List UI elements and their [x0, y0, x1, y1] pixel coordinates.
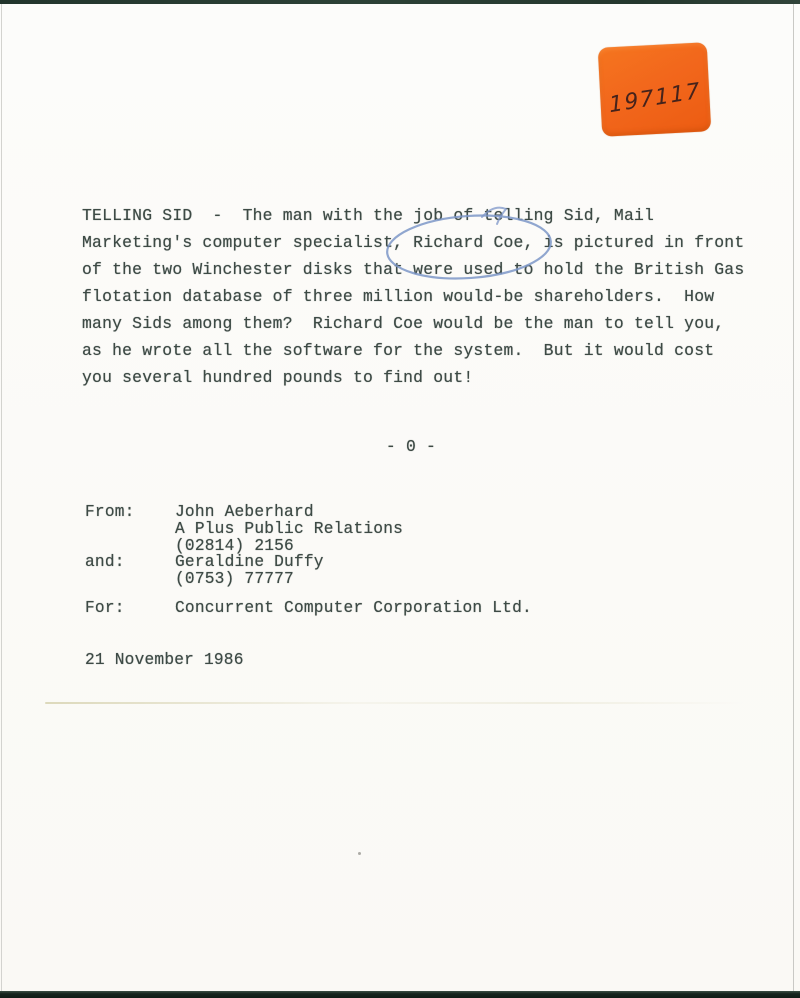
scan-speck: [358, 852, 361, 855]
caption-line: of the two Winchester disks that were used to hold the British Gas: [82, 260, 745, 279]
contact-row: [85, 600, 685, 617]
contact-label: [85, 538, 175, 555]
caption-paragraph: [82, 202, 750, 391]
contact-label: From:: [85, 503, 135, 521]
contact-row: [85, 504, 685, 521]
contact-value: A Plus Public Relations: [175, 519, 404, 538]
caption-line: many Sids among them? Richard Coe would be the man to tell you,: [82, 314, 725, 333]
caption-line: flotation database of three million would-be shareholders. How: [82, 287, 715, 306]
caption-line: as he wrote all the software for the system. But it would cost: [82, 341, 715, 360]
contact-row: [85, 538, 685, 555]
scan-left-edge-line: [1, 4, 2, 991]
caption-line: you several hundred pounds to find out!: [82, 368, 474, 387]
contact-value: (0753) 77777: [175, 570, 294, 589]
scan-top-edge: [0, 0, 800, 4]
contact-value: Concurrent Computer Corporation Ltd.: [175, 598, 532, 617]
contact-row: [85, 554, 685, 571]
handwritten-number: [603, 58, 706, 119]
contact-label: and:: [85, 553, 125, 572]
scan-bottom-edge: [0, 991, 800, 998]
contact-row: [85, 521, 685, 538]
contact-value: Geraldine Duffy: [175, 553, 324, 572]
date-line: 21 November 1986: [85, 651, 244, 669]
caption-line: TELLING SID - The man with the job of telling Sid, Mail: [82, 206, 655, 225]
end-mark: - 0 -: [385, 437, 437, 456]
sticky-note: [598, 42, 712, 137]
contact-value: (02814) 2156: [175, 536, 294, 555]
caption-line: Marketing's computer specialist, Richard Coe, is pictured in front: [82, 233, 745, 252]
contact-label: For:: [85, 598, 125, 617]
contact-value: John Aeberhard: [175, 503, 314, 521]
contact-row: [85, 571, 685, 588]
contact-block: [85, 504, 685, 617]
scan-right-edge-line: [793, 4, 794, 991]
paper-crease: [45, 702, 745, 704]
contact-label: [85, 521, 175, 538]
handwritten-number-text: 197117: [608, 78, 703, 119]
contact-label: [85, 571, 175, 588]
